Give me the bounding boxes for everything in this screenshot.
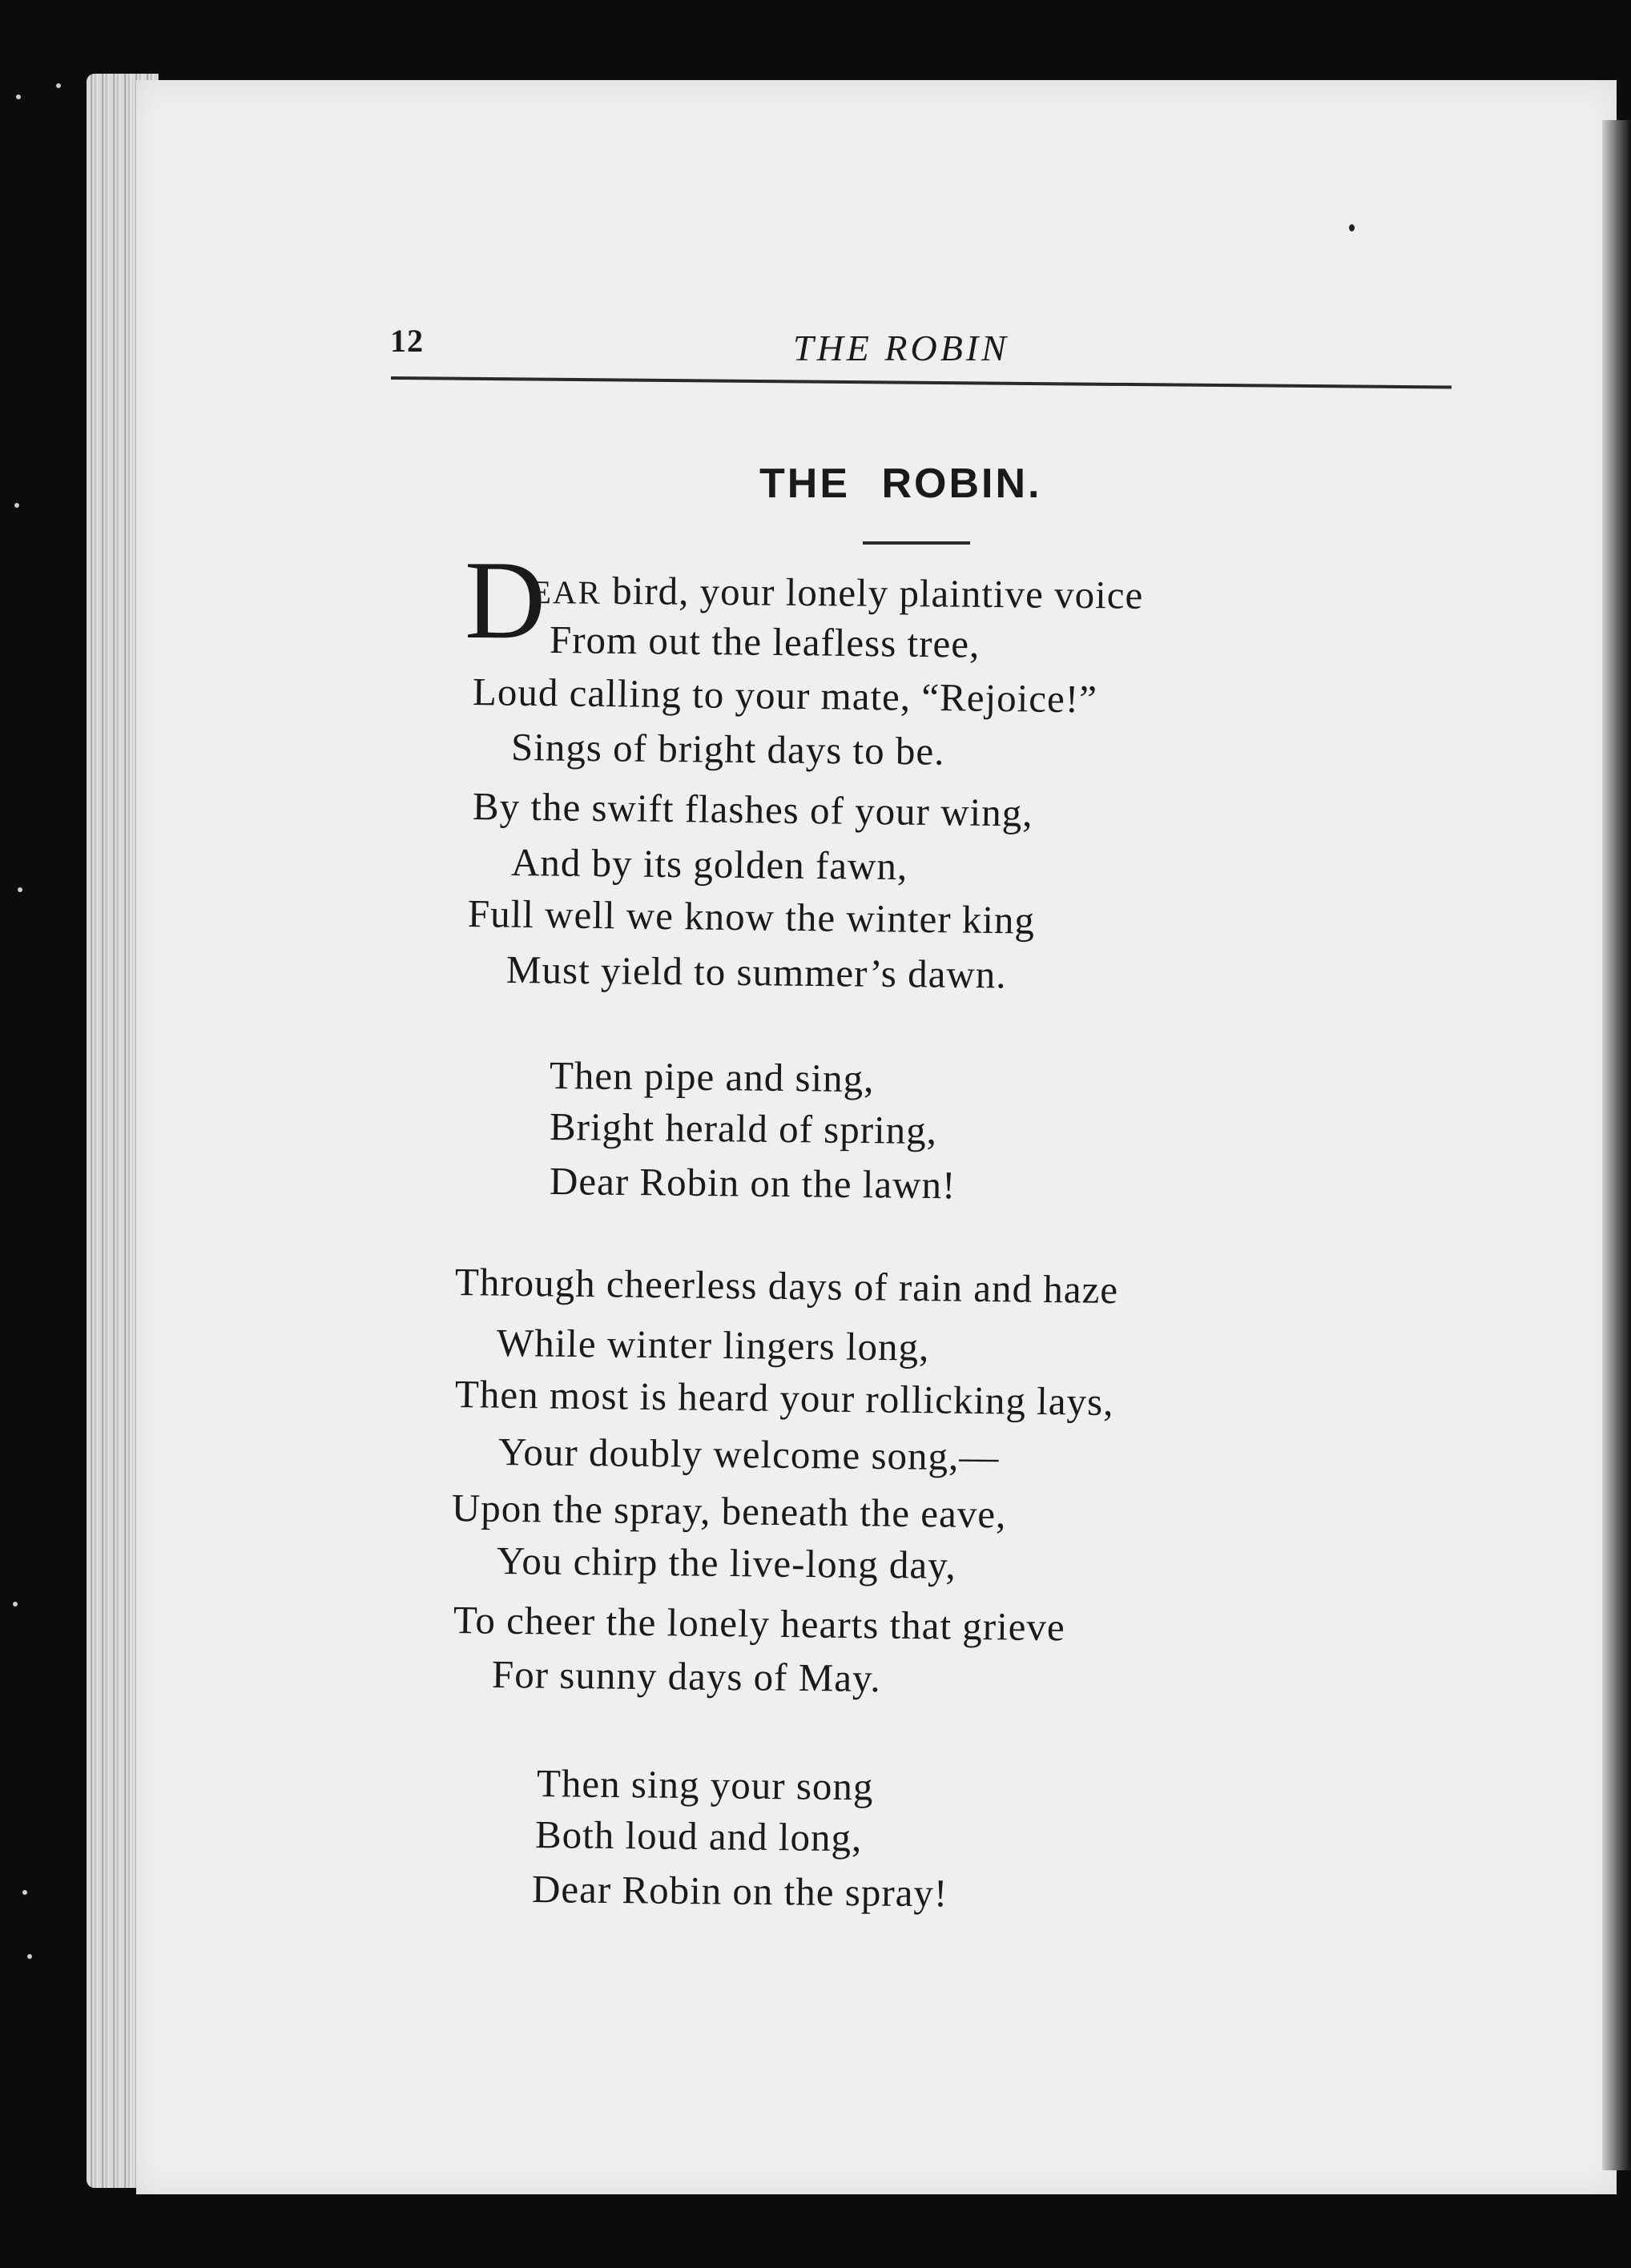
poem-line: Then most is heard your rollicking lays,	[454, 1372, 1114, 1425]
film-speck	[14, 503, 19, 508]
film-speck	[13, 1602, 18, 1606]
refrain-line: Then sing your song	[536, 1761, 874, 1809]
poem-line: Loud calling to your mate, “Rejoice!”	[472, 670, 1098, 722]
poem-line: Must yield to summer’s dawn.	[505, 947, 1007, 997]
page-number: 12	[390, 323, 424, 359]
poem-line: Full well we know the winter king	[467, 891, 1036, 943]
drop-cap: D	[465, 538, 546, 662]
poem-line-1	[531, 567, 1144, 618]
film-speck	[56, 83, 61, 88]
ink-dot	[1349, 224, 1355, 231]
page-right-edge-shadow	[1602, 120, 1631, 2170]
poem-line: Your doubly welcome song,—	[497, 1430, 1000, 1479]
poem-title: THE ROBIN.	[759, 460, 1042, 507]
title-rule	[863, 541, 970, 545]
refrain-line: Dear Robin on the spray!	[531, 1867, 948, 1916]
poem-line: Through cheerless days of rain and haze	[454, 1260, 1119, 1313]
refrain-line: Both loud and long,	[534, 1812, 863, 1860]
poem-line: For sunny days of May.	[491, 1652, 881, 1701]
poem-line: From out the leafless tree,	[549, 617, 981, 666]
film-speck	[18, 887, 22, 892]
refrain-line: Dear Robin on the lawn!	[549, 1159, 956, 1208]
poem-line: While winter lingers long,	[496, 1321, 930, 1369]
poem-line: And by its golden fawn,	[510, 840, 908, 889]
running-header: THE ROBIN	[793, 328, 1009, 368]
poem-line: Sings of bright days to be.	[510, 725, 945, 774]
poem-line: Upon the spray, beneath the eave,	[451, 1486, 1007, 1537]
first-line-rest: bird, your lonely plaintive voice	[601, 568, 1144, 617]
first-word-caps: EAR	[530, 573, 602, 611]
poem-line: By the swift flashes of your wing,	[472, 784, 1033, 835]
film-speck	[27, 1954, 32, 1959]
poem-line: To cheer the lonely hearts that grieve	[453, 1598, 1066, 1650]
film-speck	[16, 94, 21, 99]
poem-line: You chirp the live-long day,	[496, 1538, 957, 1588]
film-speck	[22, 1890, 27, 1895]
refrain-line: Then pipe and sing,	[549, 1053, 875, 1101]
refrain-line: Bright herald of spring,	[549, 1104, 938, 1153]
